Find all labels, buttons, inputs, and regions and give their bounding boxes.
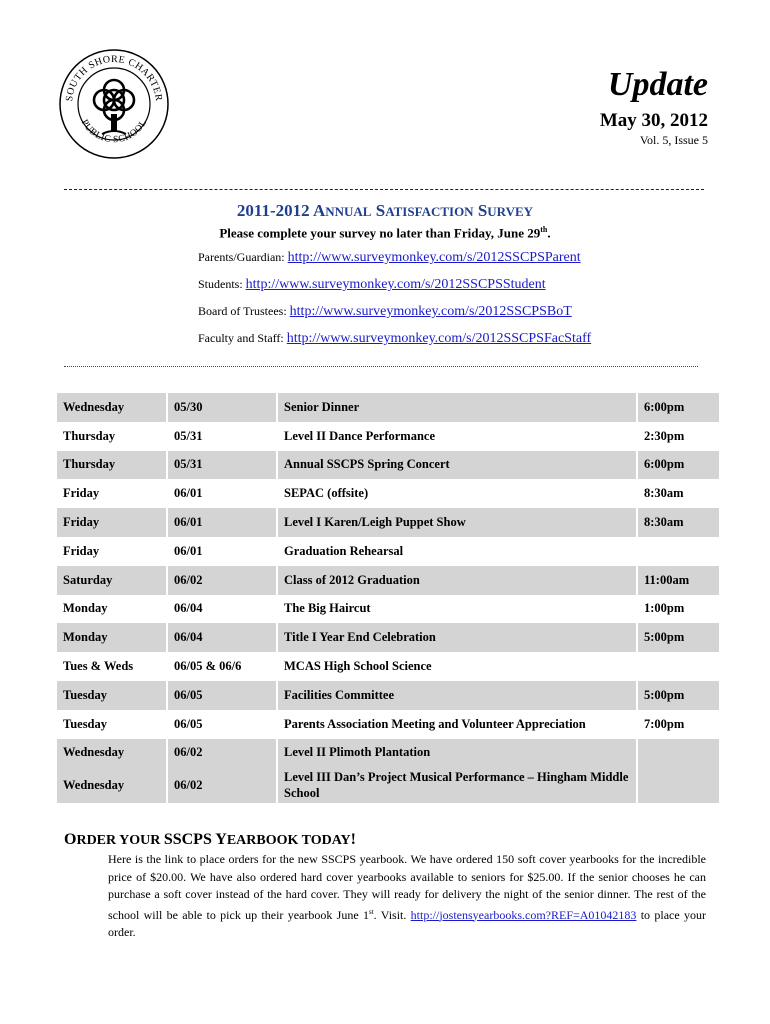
date-cell: 06/04 [168,595,278,624]
event-cell: Facilities Committee [278,681,638,710]
table-row [57,422,721,451]
date-cell: 06/01 [168,508,278,537]
day-cell: Wednesday [57,393,168,422]
logo-ring-bottom-text: PUBLIC SCHOOL [78,118,150,146]
event-cell: MCAS High School Science [278,652,638,681]
yearbook-body: Here is the link to place orders for the new SSCPS yearbook. We have ordered 150 soft cover yearbooks for the incredible price of $20.00. We have also ordered hard cover yearbooks available to seniors for $25.00. If the senior chooses he can purchase a soft cover instead of the hard cover. They will ready for delivery the night of the senior dinner. The rest of the school will be able to pick up their yearbook June 1st. Visit. http://jostensyearbooks.com?REF=A01042183 to place your order. [108,852,706,939]
event-cell: The Big Haircut [278,595,638,624]
day-cell: Tues & Weds [57,652,168,681]
event-cell: Class of 2012 Graduation [278,566,638,595]
survey-deadline: Please complete your survey no later than Friday, June 29th. [219,225,551,241]
table-row [57,595,721,624]
time-cell: 2:30pm [638,422,721,451]
date-cell: 05/31 [168,422,278,451]
table-row [57,393,721,422]
day-cell: Thursday [57,451,168,480]
date-cell: 06/02 [168,767,278,803]
link-label: Faculty and Staff: [198,331,284,345]
survey-url-staff[interactable]: http://www.surveymonkey.com/s/2012SSCPSFacStaff [286,331,592,346]
date-cell: 06/01 [168,479,278,508]
survey-url-parents[interactable]: http://www.surveymonkey.com/s/2012SSCPSParent [287,250,581,265]
table-row [57,739,721,768]
time-cell: 7:00pm [638,710,721,739]
event-cell: Level II Dance Performance [278,422,638,451]
survey-url-trustees[interactable]: http://www.surveymonkey.com/s/2012SSCPSBoT [289,304,572,319]
time-cell [638,767,721,803]
day-cell: Friday [57,508,168,537]
date-cell: 06/05 [168,681,278,710]
survey-link-trustees [198,304,572,320]
event-cell: Graduation Rehearsal [278,537,638,566]
link-label: Parents/Guardian: [198,250,285,264]
school-logo [58,48,170,160]
event-cell: Senior Dinner [278,393,638,422]
time-cell: 11:00am [638,566,721,595]
table-row [57,681,721,710]
day-cell: Wednesday [57,739,168,768]
divider-top [64,189,704,190]
yearbook-order-link[interactable]: http://jostensyearbooks.com?REF=A01042183 [410,907,637,922]
time-cell: 8:30am [638,508,721,537]
day-cell: Thursday [57,422,168,451]
link-label: Students: [198,277,243,291]
date-cell: 06/02 [168,739,278,768]
day-cell: Tuesday [57,710,168,739]
date-cell: 05/30 [168,393,278,422]
logo-ring-top-text: SOUTH SHORE CHARTER [64,53,164,102]
table-row [57,479,721,508]
event-cell: Level III Dan’s Project Musical Performance – Hingham Middle School [278,767,638,803]
day-cell: Monday [57,623,168,652]
day-cell: Tuesday [57,681,168,710]
link-label: Board of Trustees: [198,304,287,318]
date-cell: 06/01 [168,537,278,566]
event-cell: Annual SSCPS Spring Concert [278,451,638,480]
time-cell: 8:30am [638,479,721,508]
date-cell: 06/05 [168,710,278,739]
time-cell: 5:00pm [638,681,721,710]
date-cell: 06/05 & 06/6 [168,652,278,681]
table-row [57,451,721,480]
event-cell: SEPAC (offsite) [278,479,638,508]
table-row [57,566,721,595]
day-cell: Saturday [57,566,168,595]
table-row [57,710,721,739]
divider-middle [64,366,698,367]
events-schedule-table [57,393,721,803]
survey-url-students[interactable]: http://www.surveymonkey.com/s/2012SSCPSStudent [245,277,546,292]
table-row [57,537,721,566]
day-cell: Monday [57,595,168,624]
time-cell [638,739,721,768]
date-cell: 06/02 [168,566,278,595]
event-cell: Parents Association Meeting and Volunteer Appreciation [278,710,638,739]
day-cell: Friday [57,537,168,566]
volume-issue: Vol. 5, Issue 5 [639,133,708,147]
time-cell: 1:00pm [638,595,721,624]
event-cell: Level I Karen/Leigh Puppet Show [278,508,638,537]
issue-date: May 30, 2012 [599,110,708,131]
time-cell [638,652,721,681]
table-row [57,508,721,537]
survey-link-parents [198,250,581,266]
time-cell: 5:00pm [638,623,721,652]
survey-link-students [198,277,546,293]
time-cell: 6:00pm [638,451,721,480]
event-cell: Title I Year End Celebration [278,623,638,652]
table-row [57,623,721,652]
survey-heading: 2011-2012 ANNUAL SATISFACTION SURVEY [236,201,534,220]
day-cell: Wednesday [57,767,168,803]
table-row [57,767,721,803]
time-cell: 6:00pm [638,393,721,422]
survey-link-staff [198,331,591,347]
event-cell: Level II Plimoth Plantation [278,739,638,768]
date-cell: 05/31 [168,451,278,480]
newsletter-title: Update [607,66,708,103]
time-cell [638,537,721,566]
date-cell: 06/04 [168,623,278,652]
day-cell: Friday [57,479,168,508]
yearbook-heading: ORDER YOUR SSCPS YEARBOOK TODAY! [64,831,356,848]
table-row [57,652,721,681]
